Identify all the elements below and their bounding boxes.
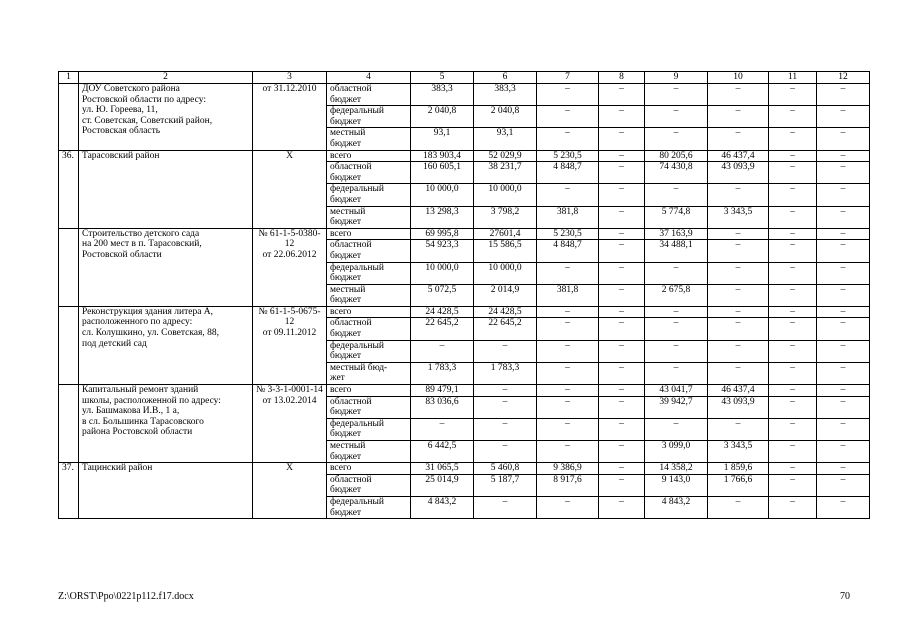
amount-cell: – (599, 84, 645, 106)
amount-cell: – (817, 396, 870, 418)
column-number-row (59, 72, 870, 84)
funding-source: областной бюджет (327, 318, 411, 340)
amount-cell: 381,8 (537, 284, 599, 306)
amount-cell: – (599, 262, 645, 284)
amount-cell: 4 848,7 (537, 162, 599, 184)
amount-cell: 3 343,5 (708, 206, 769, 228)
amount-cell: – (817, 306, 870, 318)
amount-cell: 2 040,8 (411, 106, 474, 128)
amount-cell: – (769, 318, 817, 340)
amount-cell: 10 000,0 (474, 262, 537, 284)
amount-cell: – (708, 228, 769, 240)
amount-cell: 34 488,1 (645, 240, 708, 262)
table-row (59, 385, 870, 397)
amount-cell: 5 460,8 (474, 463, 537, 475)
column-number-cell: 10 (708, 72, 769, 84)
funding-source: областной бюджет (327, 474, 411, 496)
amount-cell: 383,3 (474, 84, 537, 106)
expertise-document: № 3-3-1-0001-14 от 13.02.2014 (253, 385, 327, 463)
amount-cell: – (817, 206, 870, 228)
amount-cell: – (474, 396, 537, 418)
amount-cell: – (769, 496, 817, 518)
expertise-document: № 61-1-5-0380-12 от 22.06.2012 (253, 228, 327, 306)
object-name: ДОУ Советского района Ростовской области по адресу: ул. Ю. Гореева, 11, ст. Советская, Советский район, Ростовская область (79, 84, 253, 151)
amount-cell: – (817, 318, 870, 340)
funding-source: местный бюджет (327, 206, 411, 228)
object-name: Тарасовский район (79, 150, 253, 228)
amount-cell: 8 917,6 (537, 474, 599, 496)
amount-cell: 43 093,9 (708, 396, 769, 418)
amount-cell: 24 428,5 (474, 306, 537, 318)
amount-cell: – (599, 106, 645, 128)
amount-cell: 2 040,8 (474, 106, 537, 128)
amount-cell: – (817, 496, 870, 518)
amount-cell: 5 187,7 (474, 474, 537, 496)
amount-cell: – (817, 463, 870, 475)
amount-cell: – (645, 128, 708, 150)
table-row (59, 306, 870, 318)
column-number-cell: 12 (817, 72, 870, 84)
amount-cell: – (817, 162, 870, 184)
amount-cell: – (599, 385, 645, 397)
amount-cell: – (769, 162, 817, 184)
amount-cell: 2 675,8 (645, 284, 708, 306)
amount-cell: – (411, 340, 474, 362)
amount-cell: – (537, 318, 599, 340)
column-number-cell: 4 (327, 72, 411, 84)
amount-cell: 52 029,9 (474, 150, 537, 162)
amount-cell: 381,8 (537, 206, 599, 228)
amount-cell: – (599, 362, 645, 384)
amount-cell: – (769, 262, 817, 284)
column-number-cell: 2 (79, 72, 253, 84)
amount-cell: 46 437,4 (708, 385, 769, 397)
column-number-cell: 6 (474, 72, 537, 84)
amount-cell: 1 766,6 (708, 474, 769, 496)
funding-source: федеральный бюджет (327, 106, 411, 128)
amount-cell: – (769, 184, 817, 206)
column-number-cell: 11 (769, 72, 817, 84)
amount-cell: – (474, 441, 537, 463)
amount-cell: – (645, 106, 708, 128)
amount-cell: – (817, 385, 870, 397)
amount-cell: 5 774,8 (645, 206, 708, 228)
amount-cell: – (817, 474, 870, 496)
amount-cell: – (708, 362, 769, 384)
amount-cell: – (537, 128, 599, 150)
amount-cell: 54 923,3 (411, 240, 474, 262)
amount-cell: 31 065,5 (411, 463, 474, 475)
object-name: Тацинский район (79, 463, 253, 519)
amount-cell: – (769, 340, 817, 362)
amount-cell: 1 783,3 (411, 362, 474, 384)
amount-cell: – (645, 318, 708, 340)
funding-source: всего (327, 385, 411, 397)
amount-cell: – (537, 441, 599, 463)
amount-cell: 3 798,2 (474, 206, 537, 228)
amount-cell: – (537, 184, 599, 206)
amount-cell: 5 230,5 (537, 150, 599, 162)
amount-cell: 46 437,4 (708, 150, 769, 162)
item-number (59, 306, 79, 384)
amount-cell: 89 479,1 (411, 385, 474, 397)
funding-source: федеральный бюджет (327, 418, 411, 440)
amount-cell: – (645, 262, 708, 284)
amount-cell: – (599, 474, 645, 496)
amount-cell: – (817, 150, 870, 162)
amount-cell: – (769, 206, 817, 228)
item-number: 37. (59, 463, 79, 519)
column-number-cell: 3 (253, 72, 327, 84)
amount-cell: 38 231,7 (474, 162, 537, 184)
amount-cell: 4 843,2 (411, 496, 474, 518)
column-number-cell: 7 (537, 72, 599, 84)
amount-cell: – (769, 228, 817, 240)
funding-source: местный бюджет (327, 441, 411, 463)
amount-cell: 22 645,2 (411, 318, 474, 340)
amount-cell: 383,3 (411, 84, 474, 106)
amount-cell: – (537, 496, 599, 518)
amount-cell: 4 848,7 (537, 240, 599, 262)
amount-cell: – (769, 284, 817, 306)
amount-cell: – (769, 385, 817, 397)
amount-cell: 1 859,6 (708, 463, 769, 475)
amount-cell: – (708, 418, 769, 440)
amount-cell: – (817, 362, 870, 384)
expertise-document: № 61-1-5-0675-12 от 09.11.2012 (253, 306, 327, 384)
amount-cell: – (645, 340, 708, 362)
amount-cell: 5 072,5 (411, 284, 474, 306)
amount-cell: 69 995,8 (411, 228, 474, 240)
table-row (59, 150, 870, 162)
amount-cell: 5 230,5 (537, 228, 599, 240)
table-row (59, 463, 870, 475)
amount-cell: – (599, 284, 645, 306)
amount-cell: 37 163,9 (645, 228, 708, 240)
funding-source: федеральный бюджет (327, 262, 411, 284)
amount-cell: – (537, 396, 599, 418)
amount-cell: 9 386,9 (537, 463, 599, 475)
table-row (59, 84, 870, 106)
amount-cell: – (599, 184, 645, 206)
amount-cell: – (817, 441, 870, 463)
amount-cell: – (708, 84, 769, 106)
amount-cell: 14 358,2 (645, 463, 708, 475)
amount-cell: – (645, 418, 708, 440)
amount-cell: – (817, 84, 870, 106)
footer-file-path: Z:\ORST\Ppo\0221p112.f17.docx (58, 591, 194, 602)
page-number: 70 (840, 591, 850, 602)
funding-source: всего (327, 306, 411, 318)
funding-source: всего (327, 228, 411, 240)
funding-source: федеральный бюджет (327, 496, 411, 518)
amount-cell: – (474, 496, 537, 518)
amount-cell: 13 298,3 (411, 206, 474, 228)
amount-cell: 10 000,0 (411, 262, 474, 284)
item-number (59, 84, 79, 151)
column-number-cell: 8 (599, 72, 645, 84)
amount-cell: 10 000,0 (411, 184, 474, 206)
column-number-cell: 5 (411, 72, 474, 84)
amount-cell: 2 014,9 (474, 284, 537, 306)
amount-cell: 27601,4 (474, 228, 537, 240)
funding-source: всего (327, 150, 411, 162)
amount-cell: – (769, 84, 817, 106)
item-number (59, 385, 79, 463)
amount-cell: – (599, 240, 645, 262)
amount-cell: 10 000,0 (474, 184, 537, 206)
amount-cell: – (599, 441, 645, 463)
amount-cell: – (708, 306, 769, 318)
funding-source: федеральный бюджет (327, 340, 411, 362)
amount-cell: – (817, 418, 870, 440)
funding-source: областной бюджет (327, 240, 411, 262)
amount-cell: – (537, 106, 599, 128)
item-number (59, 228, 79, 306)
amount-cell: – (769, 106, 817, 128)
item-number: 36. (59, 150, 79, 228)
funding-source: местный бюджет (327, 284, 411, 306)
amount-cell: – (474, 340, 537, 362)
amount-cell: – (645, 84, 708, 106)
amount-cell: – (769, 474, 817, 496)
amount-cell: 83 036,6 (411, 396, 474, 418)
amount-cell: 43 041,7 (645, 385, 708, 397)
amount-cell: – (769, 418, 817, 440)
amount-cell: – (708, 284, 769, 306)
amount-cell: – (817, 340, 870, 362)
amount-cell: – (599, 306, 645, 318)
amount-cell: 39 942,7 (645, 396, 708, 418)
amount-cell: 24 428,5 (411, 306, 474, 318)
amount-cell: – (645, 306, 708, 318)
amount-cell: – (817, 184, 870, 206)
amount-cell: – (537, 385, 599, 397)
amount-cell: 4 843,2 (645, 496, 708, 518)
budget-table (58, 71, 870, 519)
amount-cell: 3 343,5 (708, 441, 769, 463)
amount-cell: – (817, 284, 870, 306)
funding-source: областной бюджет (327, 396, 411, 418)
amount-cell: 6 442,5 (411, 441, 474, 463)
amount-cell: – (537, 306, 599, 318)
amount-cell: – (769, 396, 817, 418)
amount-cell: – (708, 262, 769, 284)
amount-cell: – (708, 340, 769, 362)
column-number-cell: 9 (645, 72, 708, 84)
amount-cell: 80 205,6 (645, 150, 708, 162)
amount-cell: – (817, 106, 870, 128)
amount-cell: 3 099,0 (645, 441, 708, 463)
amount-cell: – (769, 306, 817, 318)
expertise-document: Х (253, 463, 327, 519)
amount-cell: – (769, 240, 817, 262)
amount-cell: 160 605,1 (411, 162, 474, 184)
expertise-document: от 31.12.2010 (253, 84, 327, 151)
amount-cell: 183 903,4 (411, 150, 474, 162)
funding-source: местный бюд- жет (327, 362, 411, 384)
amount-cell: – (411, 418, 474, 440)
amount-cell: – (769, 441, 817, 463)
amount-cell: – (769, 362, 817, 384)
funding-source: всего (327, 463, 411, 475)
amount-cell: – (599, 463, 645, 475)
amount-cell: – (537, 262, 599, 284)
amount-cell: 93,1 (474, 128, 537, 150)
amount-cell: 9 143,0 (645, 474, 708, 496)
amount-cell: – (817, 228, 870, 240)
amount-cell: – (645, 362, 708, 384)
amount-cell: – (537, 84, 599, 106)
amount-cell: – (599, 496, 645, 518)
amount-cell: – (817, 128, 870, 150)
funding-source: местный бюджет (327, 128, 411, 150)
amount-cell: – (769, 150, 817, 162)
amount-cell: – (708, 106, 769, 128)
amount-cell: – (769, 128, 817, 150)
amount-cell: – (708, 184, 769, 206)
amount-cell: – (537, 418, 599, 440)
amount-cell: 22 645,2 (474, 318, 537, 340)
amount-cell: – (474, 418, 537, 440)
amount-cell: 15 586,5 (474, 240, 537, 262)
amount-cell: – (599, 418, 645, 440)
amount-cell: – (599, 340, 645, 362)
amount-cell: – (599, 228, 645, 240)
amount-cell: – (645, 184, 708, 206)
amount-cell: – (599, 162, 645, 184)
amount-cell: – (708, 240, 769, 262)
amount-cell: – (599, 150, 645, 162)
amount-cell: – (708, 496, 769, 518)
expertise-document: Х (253, 150, 327, 228)
amount-cell: 25 014,9 (411, 474, 474, 496)
object-name: Реконструкция здания литера А, расположенного по адресу: сл. Колушкино, ул. Советская, 88, под детский сад (79, 306, 253, 384)
table-row (59, 228, 870, 240)
amount-cell: – (708, 128, 769, 150)
amount-cell: – (817, 240, 870, 262)
amount-cell: 43 093,9 (708, 162, 769, 184)
amount-cell: – (599, 206, 645, 228)
amount-cell: 1 783,3 (474, 362, 537, 384)
object-name: Строительство детского сада на 200 мест в п. Тарасовский, Ростовской области (79, 228, 253, 306)
object-name: Капитальный ремонт зданий школы, расположенной по адресу: ул. Башмакова И.В., 1 а, в сл. Большинка Тарасовского района Ростовской области (79, 385, 253, 463)
amount-cell: – (599, 128, 645, 150)
amount-cell: – (817, 262, 870, 284)
amount-cell: – (537, 340, 599, 362)
funding-source: областной бюджет (327, 84, 411, 106)
amount-cell: – (599, 318, 645, 340)
column-number-cell: 1 (59, 72, 79, 84)
amount-cell: – (537, 362, 599, 384)
amount-cell: – (769, 463, 817, 475)
amount-cell: 74 430,8 (645, 162, 708, 184)
amount-cell: 93,1 (411, 128, 474, 150)
amount-cell: – (474, 385, 537, 397)
funding-source: областной бюджет (327, 162, 411, 184)
funding-source: федеральный бюджет (327, 184, 411, 206)
amount-cell: – (599, 396, 645, 418)
amount-cell: – (708, 318, 769, 340)
